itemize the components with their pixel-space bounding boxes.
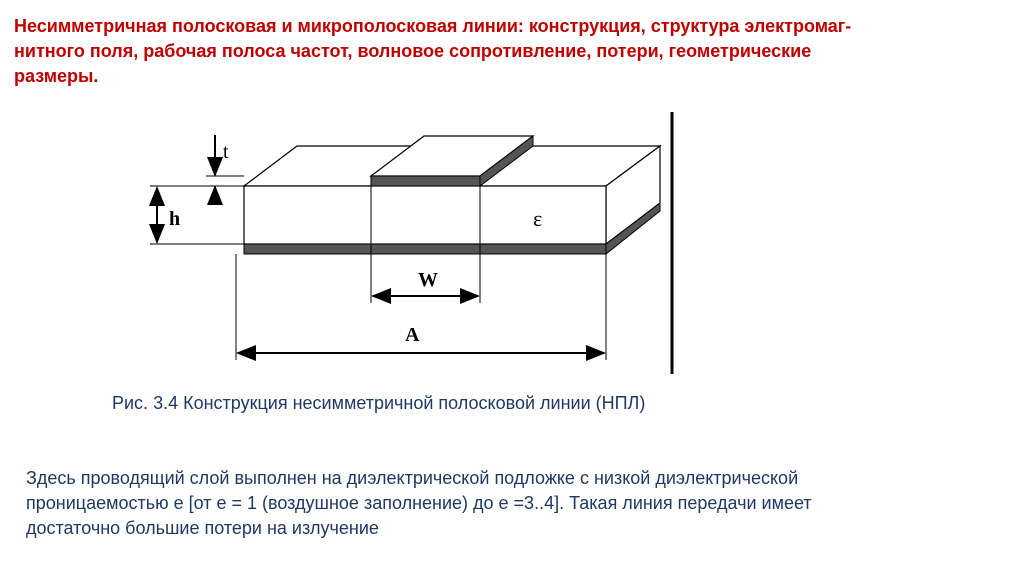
substrate-front-face: [244, 186, 606, 244]
title-line-2: нитного поля, рабочая полоса частот, волновое сопротивление, потери, геометрические: [14, 41, 812, 61]
t-label: t: [223, 141, 229, 163]
title-line-3: размеры.: [14, 66, 99, 86]
strip-conductor-front: [371, 176, 480, 186]
body-line-3: достаточно большие потери на излучение: [26, 518, 379, 538]
epsilon-label: ε: [533, 206, 543, 231]
body-line-1: Здесь проводящий слой выполнен на диэлектрической подложке с низкой диэлектрической: [26, 468, 799, 488]
title-line-1: Несимметричная полосковая и микрополосковая линии: конструкция, структура электромаг-: [14, 16, 852, 36]
w-label: W: [418, 269, 438, 291]
body-line-2: проницаемостью е [от е = 1 (воздушное заполнение) до е =3..4]. Такая линия передачи имеет: [26, 493, 812, 513]
h-label: h: [169, 208, 181, 230]
a-label: A: [405, 324, 420, 346]
ground-plane: [244, 244, 606, 254]
body-paragraph: [26, 466, 1006, 541]
figure-caption: Рис. 3.4 Конструкция несимметричной полосковой линии (НПЛ): [112, 393, 646, 413]
